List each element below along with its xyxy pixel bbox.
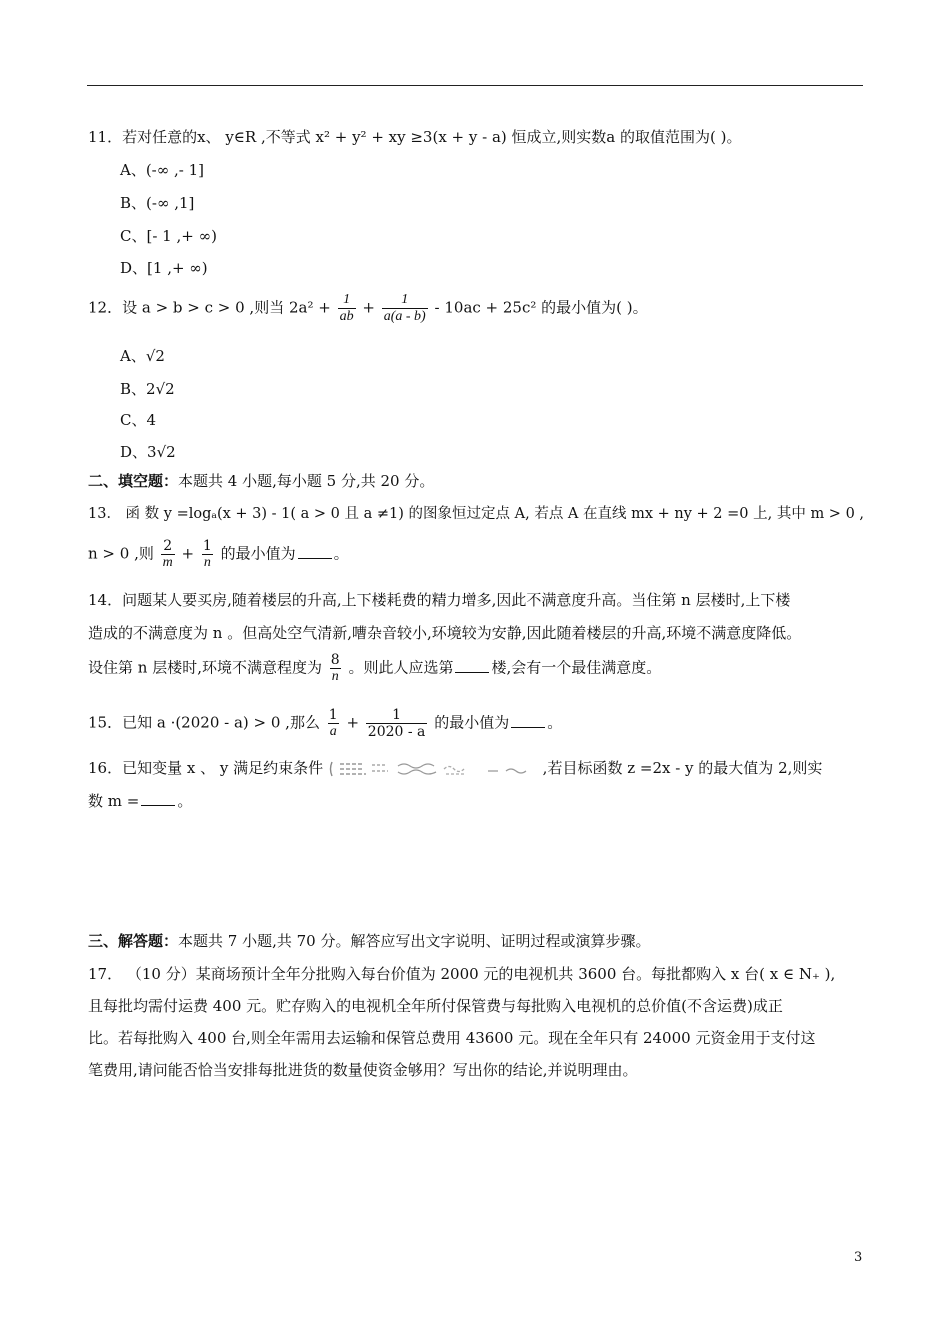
- q11-stem: 11．若对任意的x、 y∈R ,不等式 x² + y² + xy ≥3(x + y - a) 恒成立,则实数a 的取值范围为( )。: [88, 128, 742, 146]
- q13-fraction-2: $\frac{1}{n}$: [202, 538, 212, 570]
- q12-pre: 12．设 a > b > c > 0 ,则当 2a² +: [88, 298, 331, 317]
- section-2-heading: 二、填空题：本题共 4 小题,每小题 5 分,共 20 分。: [88, 472, 435, 490]
- q14-line-3: 设住第 n 层楼时,环境不满意程度为 $\frac{8}{n}$ 。则此人应选第 楼,会有一个最佳满意度。: [88, 652, 662, 684]
- q17-line-4: 笔费用,请问能否恰当安排每批进货的数量使资金够用？写出你的结论,并说明理由。: [88, 1061, 638, 1079]
- q16-line-2: 数 m = 。: [88, 792, 193, 810]
- q13-line-2: n > 0 ,则 $\frac{2}{m}$ + $\frac{1}{n}$ 的最小值为 。: [88, 538, 349, 570]
- q14-line-2: 造成的不满意度为 n 。但高处空气清新,嘈杂音较小,环境较为安静,因此随着楼层的升高,环境不满意度降低。: [88, 624, 802, 642]
- q15-stem: 15．已知 a ·(2020 - a) > 0 ,那么 $\frac{1}{a}$ + $\frac{1}{2020 - a}$ 的最小值为 。: [88, 707, 563, 740]
- q16-answer-blank[interactable]: [141, 791, 175, 806]
- q12-option-c: C、4: [120, 411, 157, 429]
- q14-line-1: 14．问题某人要买房,随着楼层的升高,上下楼耗费的精力增多,因此不满意度升高。当住第 n 层楼时,上下楼: [88, 591, 791, 609]
- header-rule: [87, 85, 863, 86]
- q16-line-1: 16．已知变量 x 、 y 满足约束条件 ,若目标函数 z =2x - y 的最大值为 2,则实: [88, 759, 823, 777]
- q12-fraction-1: $\frac{1}{ab}$: [339, 292, 354, 324]
- q14-answer-blank[interactable]: [455, 658, 489, 673]
- page-number: 3: [854, 1250, 863, 1265]
- q14-fraction: $\frac{8}{n}$: [330, 652, 340, 684]
- q11-option-d: D、[1 ,+ ∞): [120, 259, 208, 277]
- q13-line-1: 13． 函 数 y =logₐ(x + 3) - 1( a > 0 且 a ≠1) 的图象恒过定点 A, 若点 A 在直线 mx + ny + 2 =0 上, 其中 m > 0 ,: [88, 506, 865, 522]
- q13-fraction-1: $\frac{2}{m}$: [162, 538, 173, 570]
- q11-option-a: A、(-∞ ,- 1]: [120, 161, 205, 179]
- q17-line-3: 比。若每批购入 400 台,则全年需用去运输和保管总费用 43600 元。现在全年只有 24000 元资金用于支付这: [88, 1029, 816, 1047]
- constraint-system-image: [328, 760, 538, 778]
- q12-option-d: D、3√2: [120, 443, 176, 461]
- q15-fraction-1: $\frac{1}{a}$: [328, 707, 338, 739]
- q12-stem: 12．设 a > b > c > 0 ,则当 2a² + $\frac{1}{ab}$ + $\frac{1}{a(a - b)}$ - 10ac + 25c² 的最小值为( )。: [88, 292, 648, 324]
- q12-post: - 10ac + 25c² 的最小值为( )。: [434, 298, 648, 317]
- q11-option-b: B、(-∞ ,1]: [120, 194, 195, 212]
- q12-option-a: A、√2: [120, 347, 165, 365]
- q15-fraction-2: $\frac{1}{2020 - a}$: [367, 707, 426, 740]
- q17-line-1: 17． （10 分）某商场预计全年分批购入每台价值为 2000 元的电视机共 3600 台。每批都购入 x 台( x ∈ N₊ ),: [88, 965, 836, 983]
- q12-fraction-2: $\frac{1}{a(a - b)}$: [383, 292, 426, 324]
- q17-line-2: 且每批均需付运费 400 元。贮存购入的电视机全年所付保管费与每批购入电视机的总价值(不含运费)成正: [88, 997, 783, 1015]
- q12-option-b: B、2√2: [120, 380, 175, 398]
- q13-answer-blank[interactable]: [298, 544, 332, 559]
- section-3-heading: 三、解答题：本题共 7 小题,共 70 分。解答应写出文字说明、证明过程或演算步骤。: [88, 932, 651, 950]
- q11-option-c: C、[- 1 ,+ ∞): [120, 227, 217, 245]
- q15-answer-blank[interactable]: [511, 713, 545, 728]
